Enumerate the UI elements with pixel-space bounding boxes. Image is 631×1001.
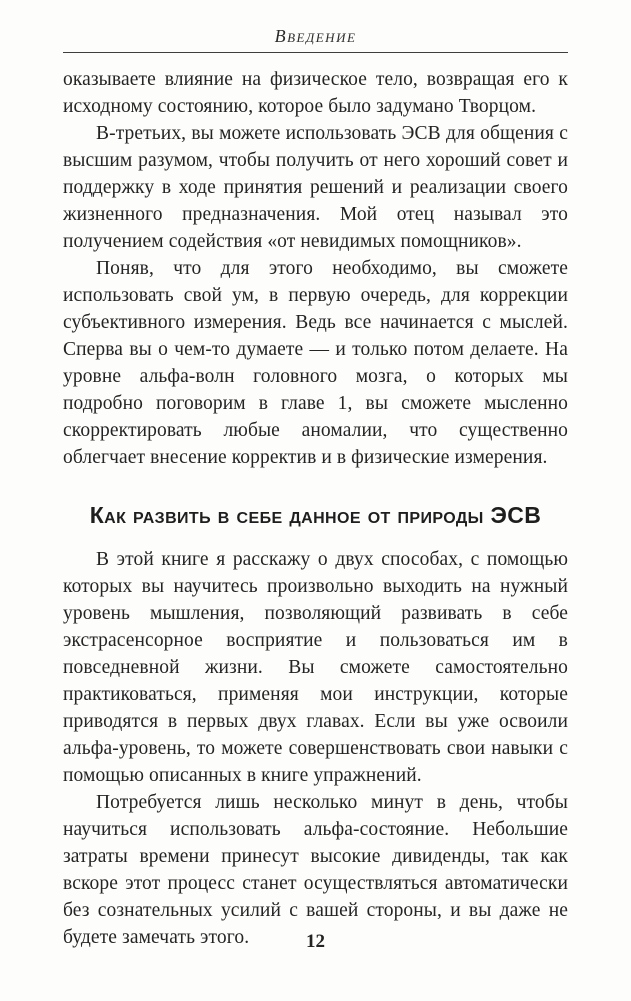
page-number: 12 (306, 931, 325, 952)
section-heading: Как развить в себе данное от природы ЭСВ (89, 502, 542, 528)
paragraph: Поняв, что для этого необходимо, вы сможете использовать свой ум, в первую очередь, для коррекции субъективного измерения. Ведь все начинается с мыслей. Сперва вы о чем-то думаете — и только потом делаете. На уровне альфа-волн головного мозга, о которых мы подробно поговорим в главе 1, вы сможете мысленно скорректировать любые аномалии, что существенно облегчает внесение корректив и в физические измерения. (63, 258, 568, 468)
paragraph: В-третьих, вы можете использовать ЭСВ для общения с высшим разумом, чтобы получить от него хороший совет и поддержку в ходе принятия решений и реализации своего жизненного предназначения. Мой отец называл это получением содействия «от невидимых помощников». (63, 123, 568, 252)
header-rule (63, 52, 568, 53)
paragraph: Потребуется лишь несколько минут в день, чтобы научиться использовать альфа-состояние. Небольшие затраты времени принесут высокие дивиденды, так как вскоре этот процесс станет осуществляться автоматически без сознательных усилий с вашей стороны, и вы даже не будете замечать этого. (63, 792, 568, 948)
running-head: Введение (274, 26, 357, 46)
paragraph-continuation: оказываете влияние на физическое тело, возвращая его к исходному состоянию, которое было задумано Творцом. (63, 69, 568, 117)
body-text (63, 66, 568, 951)
paragraph: В этой книге я расскажу о двух способах, с помощью которых вы научитесь произвольно выходить на нужный уровень мышления, позволяющий развивать в себе экстрасенсорное восприятие и пользоваться им в повседневной жизни. Вы сможете самостоятельно практиковаться, применяя мои инструкции, которые приводятся в первых двух главах. Если вы уже освоили альфа-уровень, то можете совершенствовать свои навыки с помощью описанных в книге упражнений. (63, 549, 568, 786)
